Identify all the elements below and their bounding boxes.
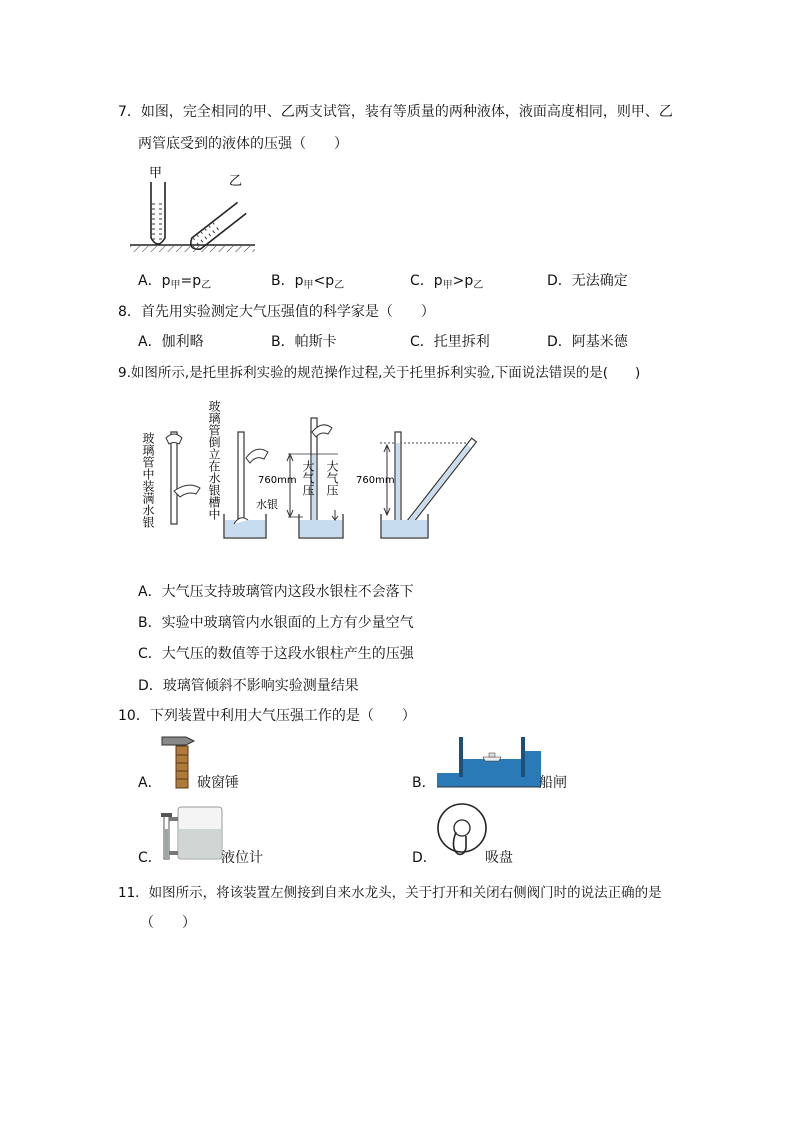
q7-stem-line2: 两管底受到的液体的压强（ ） bbox=[138, 136, 348, 152]
q10-option-a-letter[interactable]: A． bbox=[138, 775, 162, 791]
q9-option-d[interactable]: D．玻璃管倾斜不影响实验测量结果 bbox=[138, 678, 359, 694]
q9-option-c[interactable]: C．大气压的数值等于这段水银柱产生的压强 bbox=[138, 646, 414, 662]
q10-suction-cup-image bbox=[436, 802, 488, 862]
q10-option-b-label: 船闸 bbox=[539, 775, 567, 791]
q9-label-760a: 760mm bbox=[258, 475, 297, 486]
q10-stem: 10．下列装置中利用大气压强工作的是（ ） bbox=[118, 708, 416, 724]
q10-level-gauge-image bbox=[158, 805, 224, 863]
q9-label-atm1: 大气压 bbox=[301, 460, 315, 496]
q10-option-d-letter[interactable]: D． bbox=[412, 850, 437, 866]
q8-option-b[interactable]: B．帕斯卡 bbox=[271, 334, 337, 350]
q7-option-a[interactable]: A．$p_甲=p_乙$ bbox=[138, 273, 212, 291]
q9-torricelli-figure bbox=[138, 396, 478, 568]
q10-option-a-label: 破窗锤 bbox=[197, 775, 239, 791]
q9-label-fill: 玻璃管中装满水银 bbox=[141, 432, 155, 528]
q7-option-c[interactable]: C．$p_甲>p_乙$ bbox=[410, 273, 484, 291]
q8-option-c[interactable]: C．托里拆利 bbox=[410, 334, 490, 350]
q10-option-b-letter[interactable]: B． bbox=[412, 775, 436, 791]
q10-ship-lock-image bbox=[437, 735, 541, 789]
q10-option-c-letter[interactable]: C． bbox=[138, 850, 162, 866]
q11-stem-line2: （ ） bbox=[140, 915, 196, 931]
q9-option-a[interactable]: A．大气压支持玻璃管内这段水银柱不会落下 bbox=[138, 584, 414, 600]
q10-option-c-label: 液位计 bbox=[221, 850, 263, 866]
q8-stem: 8．首先用实验测定大气压强值的科学家是（ ） bbox=[118, 304, 435, 320]
q10-option-d-label: 吸盘 bbox=[485, 850, 513, 866]
q7-option-d[interactable]: D．无法确定 bbox=[547, 273, 628, 289]
q9-label-atm2: 大气压 bbox=[325, 460, 339, 496]
q9-label-invert: 玻璃管倒立在水银槽中 bbox=[207, 400, 221, 520]
q9-stem: 9.如图所示,是托里拆利实验的规范操作过程,关于托里拆利实验,下面说法错误的是( ) bbox=[118, 365, 641, 381]
q7-stem-line1: 7．如图，完全相同的甲、乙两支试管，装有等质量的两种液体，液面高度相同，则甲、乙 bbox=[118, 104, 673, 120]
q7-test-tube-figure bbox=[130, 162, 260, 256]
q8-option-a[interactable]: A．伽利略 bbox=[138, 334, 204, 350]
q7-label-yi: 乙 bbox=[229, 174, 243, 189]
q8-option-d[interactable]: D．阿基米德 bbox=[547, 334, 628, 350]
q9-option-b[interactable]: B．实验中玻璃管内水银面的上方有少量空气 bbox=[138, 615, 414, 631]
q7-option-b[interactable]: B．$p_甲<p_乙$ bbox=[271, 273, 345, 291]
q9-label-mercury: 水银 bbox=[256, 498, 278, 511]
q9-label-760b: 760mm bbox=[356, 475, 395, 486]
q7-label-jia: 甲 bbox=[149, 166, 163, 181]
q10-window-hammer-image bbox=[160, 733, 196, 791]
q11-stem-line1: 11．如图所示，将该装置左侧接到自来水龙头，关于打开和关闭右侧阀门时的说法正确的是 bbox=[118, 885, 662, 901]
